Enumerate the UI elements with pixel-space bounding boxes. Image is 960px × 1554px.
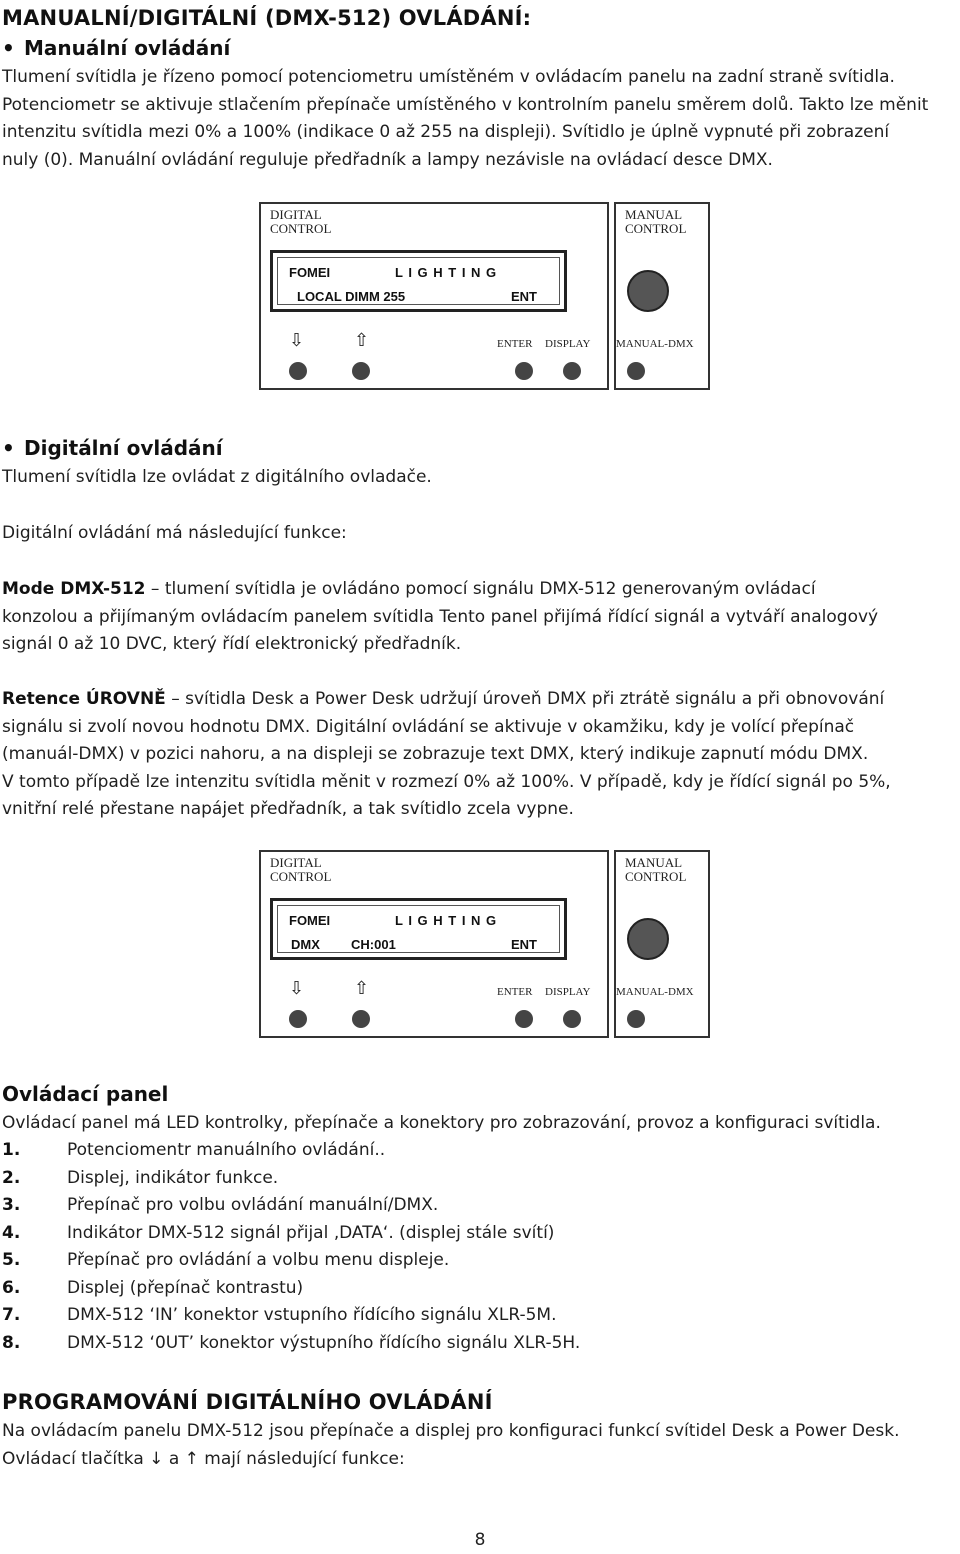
manual-heading: • Manuální ovládání (2, 36, 231, 60)
mode-dmx-paragraph: Mode DMX-512 – tlumení svítidla je ovládáno pomocí signálu DMX-512 generovaným ovládací konzolou a přijímaným ovládacím panelem svítidla Tento panel přijímá řídící signál a vytváří analogový signál 0 až 10 DVC, který řídí elektronický předřadník. (2, 579, 879, 654)
page-number: 8 (474, 1530, 486, 1550)
control-panel-figure-manual (259, 202, 712, 392)
control-panel-heading: Ovládací panel (2, 1082, 169, 1106)
list-item: 8. DMX-512 ‘0UT’ konektor výstupního řídícího signálu XLR-5H. (2, 1332, 581, 1353)
list-item: 4. Indikátor DMX-512 signál přijal ‚DATA‘. (displej stále svítí) (2, 1222, 555, 1243)
lcd-brand: FOMEI (289, 913, 331, 928)
manual-dmx-label: MANUAL-DMX (616, 986, 694, 998)
down-arrow-icon: ⇩ (289, 330, 305, 351)
digital-heading: • Digitální ovládání (2, 436, 223, 460)
section-title: MANUALNÍ/DIGITÁLNÍ (DMX-512) OVLÁDÁNÍ: (2, 6, 532, 30)
lcd-line2-left: LOCAL DIMM 255 (297, 289, 406, 304)
manual-dmx-switch-dot (627, 1010, 645, 1028)
digital-control-label: DIGITAL CONTROL (270, 207, 332, 236)
lcd-line2-left: DMX (291, 937, 320, 952)
up-button-dot (352, 1010, 370, 1028)
manual-dmx-label: MANUAL-DMX (616, 338, 694, 350)
up-arrow-icon: ⇧ (354, 330, 370, 351)
list-item: 2. Displej, indikátor funkce. (2, 1167, 279, 1188)
bullet-icon: • (2, 36, 15, 60)
lcd-title: L I G H T I N G (395, 265, 498, 280)
manual-control-label: MANUAL CONTROL (625, 207, 687, 236)
display-button-dot (563, 362, 581, 380)
list-item: 7. DMX-512 ‘IN’ konektor vstupního řídícího signálu XLR-5M. (2, 1305, 557, 1325)
display-label: DISPLAY (545, 986, 591, 998)
retence-paragraph: Retence ÚROVNĚ – svítidla Desk a Power Desk udržují úroveň DMX při ztrátě signálu a při obnovování signálu si zvolí novou hodnotu DMX. Digitální ovládání se aktivuje v okamžiku, kdy je volící přepínač (manuál-DMX) v pozici nahoru, a na displeji se zobrazuje text DMX, který indikuje zapnutí módu DMX. V tomto případě lze intenzitu svítidla měnit v rozmezí 0% až 100%. V případě, kdy je řídící signál po 5%, vnitřní relé přestane napájet předřadník, a tak svítidlo zcela vypne. (2, 689, 891, 819)
down-arrow-icon: ⇩ (289, 978, 305, 999)
control-panel-figure-dmx (259, 850, 712, 1040)
enter-button-dot (515, 1010, 533, 1028)
lcd-line2-right: ENT (511, 289, 537, 304)
control-panel-list (2, 1137, 958, 1357)
programming-text: Na ovládacím panelu DMX-512 jsou přepínače a displej pro konfiguraci funkcí svítidel Desk a Power Desk. Ovládací tlačítka ↓ a ↑ mají následující funkce: (2, 1421, 900, 1469)
control-panel-intro: Ovládací panel má LED kontrolky, přepínače a konektory pro zobrazování, provoz a konfiguraci svítidla. (2, 1113, 881, 1133)
enter-label: ENTER (497, 986, 533, 998)
list-item: 3. Přepínač pro volbu ovládání manuální/DMX. (2, 1195, 439, 1215)
down-button-dot (289, 1010, 307, 1028)
manual-paragraph: Tlumení svítidla je řízeno pomocí potenciometru umístěném v ovládacím panelu na zadní straně svítidla. Potenciometr se aktivuje stlačením přepínače umístěného v kontrolním panelu směrem dolů. Takto lze měnit intenzitu svítidla mezi 0% a 100% (indikace 0 až 255 na displeji). Svítidlo je úplně vypnuté při zobrazení nuly (0). Manuální ovládání reguluje předřadník a lampy nezávisle na ovládací desce DMX. (2, 67, 929, 170)
bullet-icon: • (2, 436, 15, 460)
up-button-dot (352, 362, 370, 380)
digital-control-label: DIGITAL CONTROL (270, 855, 332, 884)
lcd-display (270, 250, 567, 312)
potentiometer-knob (627, 270, 669, 312)
enter-label: ENTER (497, 338, 533, 350)
up-arrow-icon: ⇧ (354, 978, 370, 999)
manual-control-label: MANUAL CONTROL (625, 855, 687, 884)
enter-button-dot (515, 362, 533, 380)
list-item: 6. Displej (přepínač kontrastu) (2, 1277, 304, 1298)
potentiometer-knob (627, 918, 669, 960)
digital-text: Tlumení svítidla lze ovládat z digitálního ovladače. (2, 467, 432, 487)
list-item: 1. Potenciomentr manuálního ovládání.. (2, 1140, 386, 1160)
lcd-title: L I G H T I N G (395, 913, 498, 928)
lcd-line2-right: ENT (511, 937, 537, 952)
display-button-dot (563, 1010, 581, 1028)
list-item: 5. Přepínač pro ovládání a volbu menu displeje. (2, 1250, 450, 1270)
lcd-display (270, 898, 567, 960)
down-button-dot (289, 362, 307, 380)
lcd-line2-mid: CH:001 (351, 937, 396, 952)
display-label: DISPLAY (545, 338, 591, 350)
functions-intro: Digitální ovládání má následující funkce: (2, 523, 347, 543)
programming-heading: PROGRAMOVÁNÍ DIGITÁLNÍHO OVLÁDÁNÍ (2, 1390, 493, 1414)
manual-dmx-switch-dot (627, 362, 645, 380)
lcd-brand: FOMEI (289, 265, 331, 280)
